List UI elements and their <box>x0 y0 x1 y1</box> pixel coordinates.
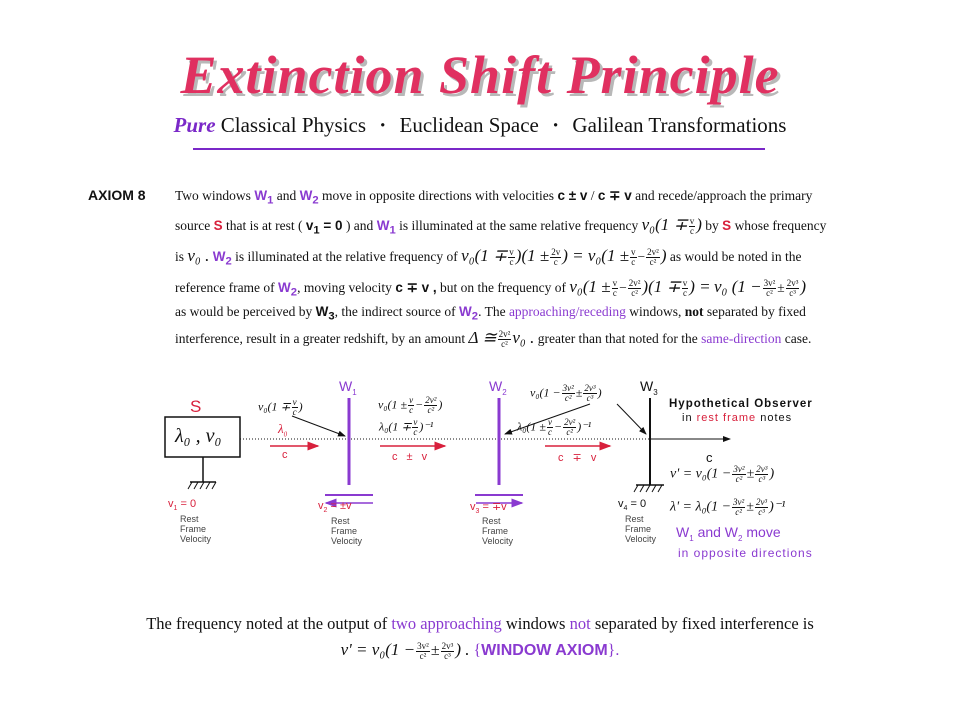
velocity-minus-plus: c ∓ v <box>597 188 632 203</box>
subtitle-dot: · <box>379 113 387 137</box>
freq-w1-label <box>378 396 442 415</box>
v1-sub: 1 <box>313 224 320 237</box>
formula: )(1 ± <box>515 246 550 265</box>
w2-sub: 2 <box>312 194 319 207</box>
opposite-directions-label: in opposite directions <box>678 546 813 560</box>
w1-label: W <box>376 218 390 233</box>
window-axiom-formula <box>0 640 960 661</box>
subtitle-classical-physics: Classical Physics <box>220 113 367 137</box>
pointer-w1 <box>292 416 345 436</box>
text: as would be perceived by <box>175 304 313 319</box>
formula: )⁻¹ <box>419 419 434 434</box>
v-letter: v <box>318 500 324 512</box>
subtitle-pure: Pure <box>173 113 216 137</box>
w1-label: W <box>254 188 268 203</box>
c-minus-plus-v-label: c ∓ v <box>558 452 597 464</box>
v-sub: 2 <box>323 507 328 515</box>
rest: Rest <box>625 514 644 524</box>
w1-sub: 1 <box>352 387 357 397</box>
subtitle-euclidean: Euclidean Space <box>399 113 539 137</box>
slash: / <box>590 188 595 203</box>
v-value: = ∓v <box>482 501 507 513</box>
frac-den: c² <box>419 650 427 661</box>
text: source <box>175 218 211 233</box>
not-purple: not <box>569 614 591 633</box>
formula: ν₀(1 ∓ <box>258 399 291 414</box>
frac-den: c² <box>649 257 657 268</box>
text: , moving velocity <box>297 280 392 295</box>
frac-num: v <box>413 417 418 427</box>
w2-sub: 2 <box>225 255 232 268</box>
frac-num: v <box>509 247 514 258</box>
rest-frame-velocity-2 <box>331 516 362 546</box>
frac-den: c² <box>564 393 572 403</box>
c-plus-minus-v-label: c ± v <box>392 451 428 463</box>
observer-subtitle <box>682 412 792 424</box>
source-s-label: S <box>722 218 732 233</box>
formula: ) <box>660 246 667 265</box>
frac-den: c² <box>735 507 742 517</box>
frac-den: c² <box>735 474 743 484</box>
c-big-label: c <box>706 450 713 465</box>
subtitle-dot: · <box>552 113 560 137</box>
ground-hatch <box>188 482 216 489</box>
frac-num: v <box>612 278 618 289</box>
rest: Rest <box>482 516 501 526</box>
velocity: Velocity <box>180 534 212 544</box>
lambda0-label <box>278 421 287 439</box>
same-direction: same-direction <box>701 331 782 346</box>
formula: ± <box>746 466 755 482</box>
formula: − <box>637 249 646 264</box>
not-bold: not <box>684 304 704 319</box>
frame: Frame <box>331 526 358 536</box>
text: interference, result in a greater redshift, by an amount <box>175 331 466 346</box>
formula: ± <box>575 385 583 400</box>
frac-num: v <box>547 417 552 427</box>
formula: ) = ν₀(1 ± <box>562 246 630 265</box>
frac-num: 3v² <box>417 640 429 651</box>
formula: ) = <box>689 277 711 296</box>
brace: { <box>473 642 482 659</box>
bottom-statement <box>0 614 960 634</box>
text: whose frequency <box>734 218 827 233</box>
frac-den: c <box>409 405 414 415</box>
pointer-w3 <box>617 404 646 434</box>
axiom-label: AXIOM 8 <box>88 187 146 203</box>
frac-den: c <box>547 427 552 437</box>
formula: ) <box>696 215 702 234</box>
w2-label: W <box>299 188 313 203</box>
nu-prime-formula <box>670 465 774 484</box>
rest: Rest <box>331 516 350 526</box>
freq-source-label <box>258 398 303 417</box>
velocity-minus-plus: c ∓ v , <box>395 280 437 295</box>
v-sub: 3 <box>475 508 480 516</box>
w2-label: W <box>459 304 472 319</box>
frac-num: 2v² <box>498 329 511 340</box>
w1-sub: 1 <box>389 224 396 237</box>
text: and W <box>697 524 739 540</box>
frac-num: v <box>682 278 688 289</box>
formula: ν' = ν₀(1 − <box>670 466 732 482</box>
formula: ν₀(1 ∓ <box>641 215 688 234</box>
v1-velocity <box>168 498 196 512</box>
w3-label: W <box>315 304 329 319</box>
text: case. <box>784 331 812 346</box>
w-letter: W <box>676 524 690 540</box>
frac-num: 2v² <box>647 247 659 258</box>
formula: λ₀(1 ∓ <box>379 419 412 434</box>
w2-sub: 2 <box>290 286 298 299</box>
text: greater than that noted for the <box>537 331 698 346</box>
formula: Δ ≅ <box>468 328 497 347</box>
frac-den: c <box>631 257 636 268</box>
v-letter: v <box>168 498 174 510</box>
text: but on the frequency of <box>440 280 566 295</box>
w3-sub: 3 <box>653 387 658 397</box>
v-letter: v <box>618 498 624 510</box>
frac-den: c <box>509 257 514 268</box>
formula: ν₀ . <box>187 246 210 265</box>
lambda-w2-label <box>517 418 591 437</box>
w-sub: 2 <box>738 533 743 543</box>
frac-num: 2v³ <box>786 278 799 289</box>
lambda-w1-label <box>379 418 433 437</box>
page-title: Extinction Shift Principle <box>180 45 780 105</box>
lambda-letter: λ <box>278 421 284 436</box>
w2-letter: W <box>489 378 503 394</box>
frac-den: c³ <box>789 288 796 299</box>
text: separated by fixed <box>706 304 806 319</box>
frac-den: c² <box>501 339 508 350</box>
rest-frame-velocity-4 <box>625 514 656 544</box>
w1-letter: W <box>339 378 353 394</box>
velocity: Velocity <box>625 534 657 544</box>
frac-den: c² <box>631 288 638 299</box>
formula: − <box>553 419 563 434</box>
w2-diagram-label <box>489 378 507 397</box>
v1-value: = 0 <box>323 218 343 233</box>
text: as would be noted in the <box>669 249 802 264</box>
frac-num: 2v³ <box>441 640 454 651</box>
formula: ) <box>800 277 807 296</box>
rest-frame-red: rest frame <box>696 412 757 424</box>
text: . The <box>478 304 506 319</box>
formula: )⁻¹ <box>577 419 592 434</box>
v2-velocity <box>318 500 352 514</box>
text: reference frame of <box>175 280 275 295</box>
velocity: Velocity <box>482 536 514 546</box>
v3-velocity <box>470 500 507 515</box>
text: move <box>746 524 781 540</box>
v-value: = 0 <box>180 498 197 510</box>
formula: ) <box>769 466 775 482</box>
frac-num: 3v² <box>733 497 745 507</box>
text: ) and <box>345 218 374 233</box>
observer-title: Hypothetical Observer <box>669 398 813 410</box>
source-s-diagram: S <box>190 397 202 416</box>
frac-num: 2v <box>551 247 561 258</box>
text: separated by fixed interference is <box>594 614 814 633</box>
v1-label: v <box>305 218 314 233</box>
frac-den: c <box>690 226 694 237</box>
w-sub: 1 <box>689 533 694 543</box>
formula: − <box>415 397 424 412</box>
frac-num: 2v² <box>564 417 576 427</box>
formula: λ₀(1 ± <box>517 419 546 434</box>
source-lambda-nu: λ₀ , ν₀ <box>175 425 222 447</box>
frac-num: v <box>689 216 695 227</box>
frac-den: c <box>413 427 418 437</box>
w1-sub: 1 <box>267 194 274 207</box>
formula: ± <box>777 280 785 295</box>
frac-den: c² <box>766 288 773 299</box>
frac-den: c³ <box>444 650 451 661</box>
approaching-purple: approaching <box>420 614 502 633</box>
frac-num: 2v³ <box>755 497 768 507</box>
frame: Frame <box>482 526 509 536</box>
frac-den: c <box>292 407 297 417</box>
frac-den: c <box>682 288 687 299</box>
text: windows, <box>629 304 682 319</box>
formula: ) . <box>455 640 470 659</box>
w2-label: W <box>278 280 291 295</box>
frame: Frame <box>180 524 207 534</box>
frac-den: c <box>553 257 558 268</box>
formula: )⁻¹ <box>769 499 786 515</box>
formula: ) <box>438 397 443 412</box>
v-value: = ±v <box>330 500 352 512</box>
two-purple: two <box>391 614 417 633</box>
formula: λ' = λ₀(1 − <box>670 499 732 515</box>
velocity-plus-minus: c ± v <box>557 188 588 203</box>
formula: ν₀(1 − <box>530 385 561 400</box>
text: move in opposite directions with velocities <box>321 188 555 203</box>
frac-den: c³ <box>586 393 594 403</box>
formula: ν' = ν₀(1 − <box>340 640 416 659</box>
formula: ± <box>746 499 754 515</box>
approaching-receding: approaching/receding <box>508 304 626 319</box>
formula: ν₀ (1 − <box>714 277 762 296</box>
text: The frequency noted at the output of <box>146 614 388 633</box>
w2-label: W <box>212 249 226 264</box>
text: in <box>682 412 693 424</box>
frac-den: c <box>612 288 617 299</box>
formula: ν₀ . <box>512 328 535 347</box>
frac-num: v <box>631 247 636 258</box>
text: is illuminated at the relative frequency of <box>235 249 458 264</box>
frac-num: 3v² <box>763 278 776 289</box>
w3-letter: W <box>640 378 654 394</box>
text: by <box>705 218 719 233</box>
frac-den: c³ <box>758 474 766 484</box>
formula: ν₀(1 ∓ <box>461 246 508 265</box>
w3-ground-hatch <box>634 485 662 492</box>
text: that is at rest ( <box>226 218 303 233</box>
text: is illuminated at the same relative frequency <box>399 218 639 233</box>
v-letter: v <box>470 501 476 513</box>
frame: Frame <box>625 524 652 534</box>
formula: ν₀(1 ± <box>378 397 408 412</box>
source-s-label: S <box>213 218 223 233</box>
frac-num: 2v² <box>425 395 437 405</box>
frac-num: 2v³ <box>584 383 596 393</box>
v-sub: 1 <box>173 505 178 513</box>
rest-frame-velocity-3 <box>482 516 513 546</box>
frac-num: 3v² <box>562 383 574 393</box>
brace: }. <box>607 642 620 659</box>
text: Two windows <box>175 188 251 203</box>
text: and <box>276 188 297 203</box>
lambda-prime-formula <box>670 498 785 517</box>
frac-den: c³ <box>758 507 765 517</box>
rest: Rest <box>180 514 199 524</box>
frac-num: v <box>409 395 414 405</box>
formula: ν₀(1 ± <box>569 277 611 296</box>
frac-den: c² <box>427 405 435 415</box>
velocity: Velocity <box>331 536 363 546</box>
text: is <box>175 249 185 264</box>
formula: ± <box>430 642 440 659</box>
c-label: c <box>282 449 288 461</box>
formula: )(1 ∓ <box>642 277 681 296</box>
text: windows <box>505 614 566 633</box>
freq-w2-label <box>530 384 602 403</box>
subtitle-galilean: Galilean Transformations <box>572 113 787 137</box>
rest-frame-velocity-1 <box>180 514 211 544</box>
frac-num: 3v² <box>733 464 745 474</box>
text: and recede/approach the primary <box>635 188 813 203</box>
formula: ) <box>298 399 303 414</box>
frac-num: 2v³ <box>756 464 768 474</box>
v4-velocity <box>618 498 646 512</box>
w2-sub: 2 <box>471 310 479 323</box>
w2-sub: 2 <box>502 387 507 397</box>
text: notes <box>760 412 793 424</box>
formula: ) <box>597 385 602 400</box>
move-label <box>676 524 781 543</box>
frac-num: 2v² <box>628 278 641 289</box>
w3-sub: 3 <box>328 310 335 323</box>
frac-den: c² <box>566 427 574 437</box>
w1-diagram-label <box>339 378 357 397</box>
v-value: = 0 <box>630 498 647 510</box>
v-sub: 4 <box>623 505 628 513</box>
w3-diagram-label <box>640 378 658 397</box>
window-axiom-label: WINDOW AXIOM <box>481 642 608 659</box>
frac-num: v <box>292 397 297 407</box>
lambda-sub: 0 <box>283 430 288 439</box>
text: , the indirect source of <box>334 304 456 319</box>
formula: − <box>619 280 627 295</box>
